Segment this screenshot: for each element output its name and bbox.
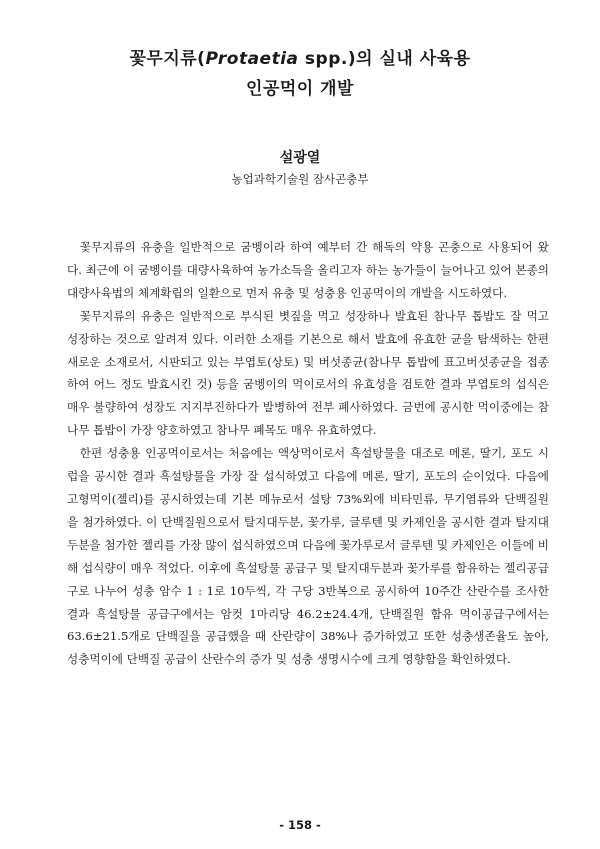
page-number: - 158 - (279, 818, 321, 832)
title-line-2: 인공먹이 개발 (246, 79, 354, 99)
author-block (0, 148, 600, 188)
paragraph-1: 꽃무지류의 유충을 일반적으로 굼벵이라 하여 예부터 간 해독의 약용 곤충으로 사용되어 왔다. 최근에 이 굼벵이를 대량사육하여 농가소득을 올리고자 하는 농가들이 늘어나고 있어 본종의 대량사육법의 체계확립의 일환으로 먼저 유충 및 성충용 인공먹이의 개발을 시도하였다. (67, 240, 549, 300)
author-affiliation: 농업과학기술원 잠사곤충부 (231, 172, 369, 186)
title-prefix: 꽃무지류( (129, 49, 206, 69)
abstract-body (67, 236, 549, 671)
title-suffix: spp.)의 실내 사육용 (298, 49, 471, 69)
paragraph-3: 한편 성충용 인공먹이로서는 처음에는 액상먹이로서 흑설탕물을 대조로 메론, 딸기, 포도 시럽을 공시한 결과 흑설탕물을 가장 잘 섭식하였고 다음에 메론, 딸기, 포도의 순이었다. 다음에 고형먹이(젤리)를 공시하였는데 기본 메뉴로서 설탕 73%외에 비타민류, 무기염류와 단백질원을 첨가하였다. 이 단백질원으로서 탈지대두분, 꽃가루, 글루텐 및 카제인을 공시한 결과 탈지대두분을 첨가한 젤리를 가장 많이 섭식하였으며 다음에 꽃가루로서 글루텐 및 카제인은 이들에 비해 섭식량이 매우 적었다. 이후에 흑설탕물 공급구 및 탈지대두분과 꽃가루를 함유하는 젤리공급구로 나누어 성충 암수 1 : 1로 10두씩, 각 구당 3반복으로 공시하여 10주간 산란수를 조사한 결과 흑설탕물 공급구에서는 암컷 1마리당 46.2±24.4개, 단백질원 함유 먹이공급구에서는 63.6±21.5개로 단백질을 공급했을 때 산란량이 38%나 증가하였고 또한 성충생존율도 높아, 성충먹이에 단백질 공급이 산란수의 증가 및 성충 생명시수에 크게 영향함을 확인하였다. (67, 446, 549, 667)
title-scientific-name: Protaetia (205, 49, 299, 69)
title-block (0, 44, 600, 104)
author-name: 설광열 (279, 150, 321, 166)
title-line-1 (0, 44, 600, 74)
paragraph-2: 꽃무지류의 유충은 일반적으로 부식된 볏짚을 먹고 성장하나 발효된 참나무 톱밥도 잘 먹고 성장하는 것으로 알려져 있다. 이러한 소재를 기본으로 해서 발효에 유효한 균을 탐색하는 한편 새로운 소재로서, 시판되고 있는 부엽토(상토) 및 버섯종균(참나무 톱밥에 표고버섯종균을 접종하여 어느 정도 발효시킨 것) 등을 굼벵이의 먹이로서의 유효성을 검토한 결과 부엽토의 섭식은 매우 불량하여 성장도 지지부진하다가 발병하여 전부 폐사하였다. 금번에 공시한 먹이중에는 참나무 톱밥이 가장 양호하였고 참나무 폐목도 매우 유효하였다. (67, 308, 549, 438)
